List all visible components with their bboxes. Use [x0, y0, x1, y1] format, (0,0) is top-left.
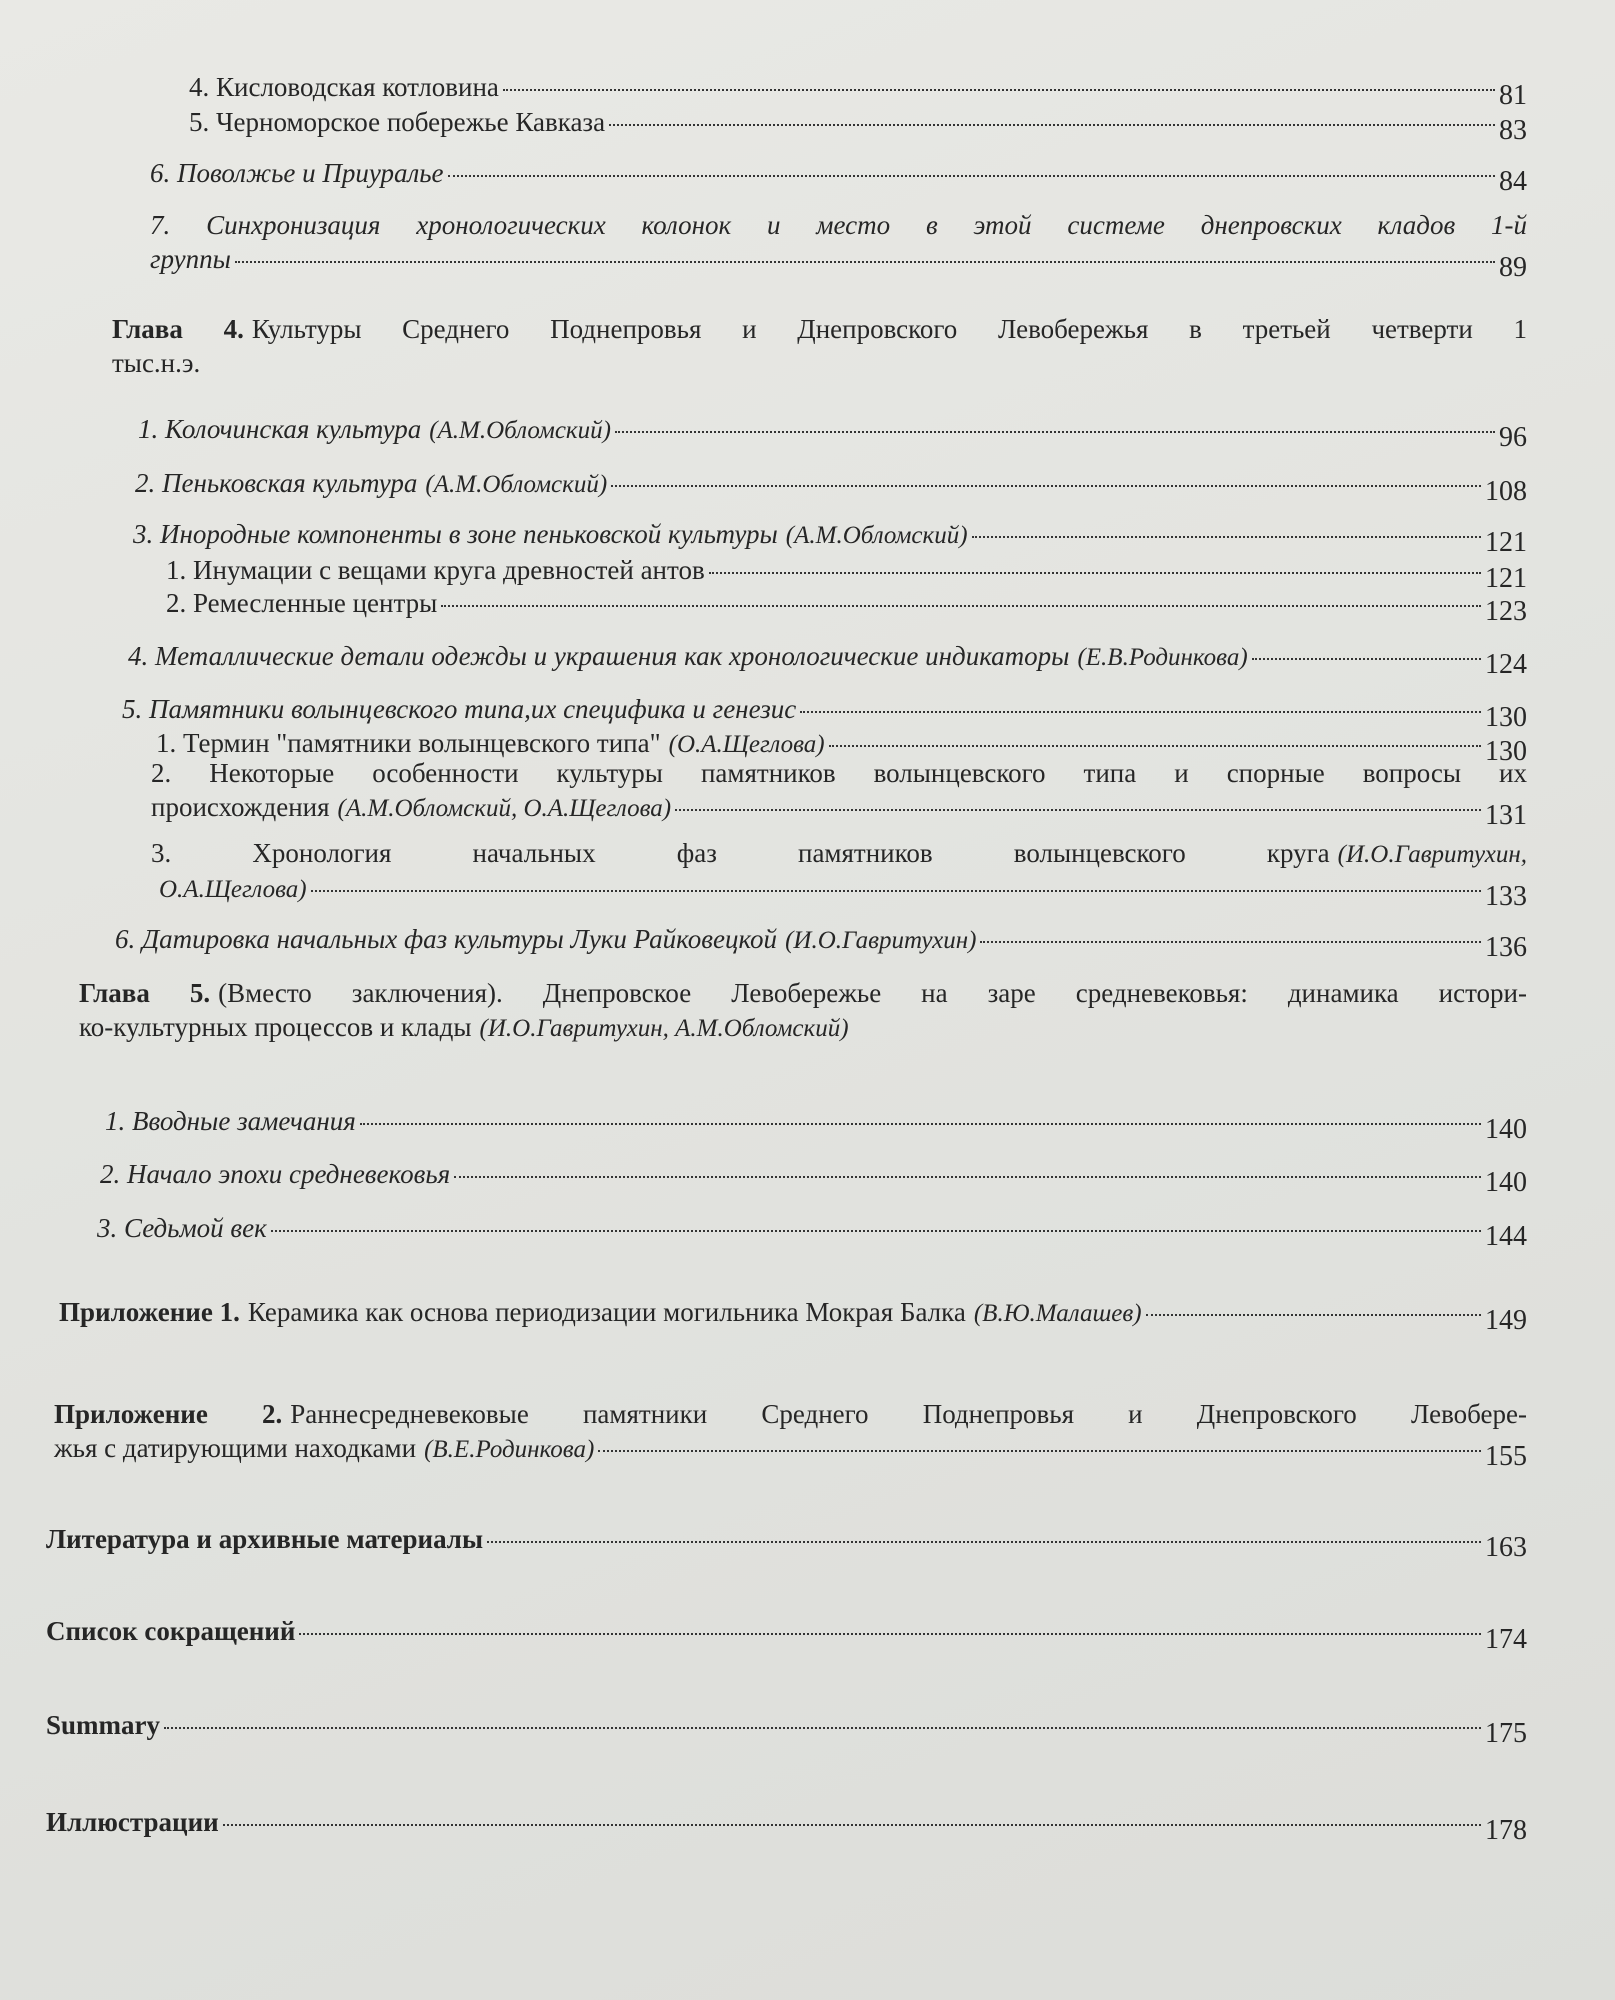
- toc-entry-line: [59, 1295, 1527, 1336]
- toc-entry[interactable]: [46, 1805, 1527, 1846]
- entry-author: (В.Ю.Малашев): [973, 1300, 1142, 1327]
- entry-title-line: Культуры Среднего Поднепровья и Днепровского Левобережья в третьей четверти 1: [251, 314, 1527, 344]
- dot-leader: [829, 745, 1481, 747]
- entry-title: Список сокращений: [46, 1616, 296, 1646]
- dot-leader: [223, 1824, 1481, 1826]
- toc-entry[interactable]: [166, 586, 1527, 627]
- entry-heading: Приложение 2.: [54, 1399, 283, 1429]
- entry-author: (А.М.Обломский): [785, 522, 968, 549]
- dot-leader: [980, 941, 1481, 943]
- toc-entry[interactable]: [189, 105, 1527, 146]
- page-number: 155: [1485, 1441, 1527, 1472]
- page-number: 140: [1485, 1167, 1527, 1198]
- dot-leader: [441, 605, 1481, 607]
- entry-title: жья с датирующими находками: [54, 1433, 417, 1463]
- dot-leader: [1146, 1314, 1481, 1316]
- entry-author: (О.А.Щеглова): [668, 731, 825, 758]
- toc-entry-line: [79, 1010, 1527, 1046]
- toc-entry[interactable]: [133, 517, 1527, 558]
- toc-entry-line: [79, 976, 1527, 1010]
- toc-entry-line: [150, 156, 1527, 197]
- entry-author: (И.О.Гавритухин,: [1337, 841, 1527, 868]
- page-number: 178: [1485, 1815, 1527, 1846]
- entry-title: 6. Датировка начальных фаз культуры Луки Райковецкой: [115, 924, 778, 954]
- dot-leader: [164, 1727, 1481, 1729]
- toc-entry-line: [112, 312, 1527, 346]
- dot-leader: [311, 890, 1481, 892]
- toc-entry[interactable]: [100, 1157, 1527, 1198]
- dot-leader: [299, 1633, 1481, 1635]
- page-number: 131: [1485, 800, 1527, 831]
- entry-title: 2. Ремесленные центры: [166, 588, 438, 618]
- toc-entry-line: [151, 872, 1527, 912]
- toc-entry-line: [46, 1614, 1527, 1655]
- dot-leader: [448, 175, 1495, 177]
- entry-title: 4. Металлические детали одежды и украшения как хронологические индикаторы: [128, 641, 1070, 671]
- dot-leader: [360, 1123, 1481, 1125]
- toc-entry[interactable]: [115, 922, 1527, 963]
- page-number: 136: [1485, 932, 1527, 963]
- toc-entry[interactable]: [59, 1295, 1527, 1336]
- entry-author: (И.О.Гавритухин, А.М.Обломский): [479, 1015, 849, 1042]
- entry-title: 1. Инумации с вещами круга древностей антов: [166, 555, 705, 585]
- toc-entry-line: [97, 1211, 1527, 1252]
- toc-entry-line: [122, 692, 1527, 733]
- entry-title: тыс.н.э.: [112, 348, 201, 378]
- page-number: 130: [1485, 702, 1527, 733]
- entry-title-line: (Вместо заключения). Днепровское Левобережье на заре средневековья: динамика истори-: [218, 978, 1527, 1008]
- toc-entry[interactable]: [122, 692, 1527, 733]
- page-number: 124: [1485, 649, 1527, 680]
- toc-entry-line: [112, 346, 1527, 380]
- toc-entry-line: [46, 1522, 1527, 1563]
- entry-title: 1. Вводные замечания: [105, 1106, 356, 1136]
- page-number: 130: [1485, 736, 1527, 767]
- page-number: 123: [1485, 596, 1527, 627]
- toc-entry[interactable]: [151, 756, 1527, 831]
- toc-entry[interactable]: [166, 553, 1527, 594]
- chapter-heading: [79, 976, 1527, 1046]
- entry-author: (А.М.Обломский): [429, 417, 611, 444]
- dot-leader: [503, 89, 1495, 91]
- entry-title: группы: [150, 244, 231, 274]
- dot-leader: [972, 536, 1481, 538]
- toc-entry-line: [150, 208, 1527, 242]
- toc-entry-line: [46, 1708, 1527, 1749]
- page-number: 83: [1499, 115, 1527, 146]
- page-number: 84: [1499, 166, 1527, 197]
- entry-author: (А.М.Обломский): [425, 471, 608, 498]
- entry-title: 5. Черноморское побережье Кавказа: [189, 107, 606, 137]
- toc-entry[interactable]: [135, 466, 1527, 507]
- dot-leader: [709, 572, 1481, 574]
- chapter-heading: [112, 312, 1527, 380]
- dot-leader: [609, 124, 1495, 126]
- entry-title-line: Раннесредневековые памятники Среднего Поднепровья и Днепровского Левобере-: [290, 1399, 1527, 1429]
- dot-leader: [675, 809, 1481, 811]
- page-number: 89: [1499, 252, 1527, 283]
- chapter-label: Глава 5.: [79, 978, 211, 1008]
- dot-leader: [1252, 658, 1481, 660]
- dot-leader: [800, 711, 1481, 713]
- page-number: 149: [1485, 1305, 1527, 1336]
- chapter-label: Глава 4.: [112, 314, 244, 344]
- toc-entry[interactable]: [54, 1397, 1527, 1472]
- toc-entry-line: [150, 242, 1527, 283]
- entry-author: (В.Е.Родинкова): [424, 1436, 595, 1463]
- toc-entry-line: [54, 1397, 1527, 1431]
- entry-title: 3. Седьмой век: [97, 1213, 267, 1243]
- entry-title: 6. Поволжье и Приуралье: [150, 158, 444, 188]
- entry-author: (И.О.Гавритухин): [785, 927, 977, 954]
- page-number: 108: [1485, 476, 1527, 507]
- toc-entry[interactable]: [189, 70, 1527, 111]
- dot-leader: [271, 1230, 1481, 1232]
- page-number: 174: [1485, 1624, 1527, 1655]
- toc-entry[interactable]: [128, 639, 1527, 680]
- entry-author: (Е.В.Родинкова): [1077, 644, 1248, 671]
- entry-title: 1. Колочинская культура: [138, 414, 422, 444]
- entry-title: 2. Начало эпохи средневековья: [100, 1159, 451, 1189]
- dot-leader: [487, 1541, 1481, 1543]
- toc-entry-line: [151, 790, 1527, 831]
- entry-title: Иллюстрации: [46, 1807, 219, 1837]
- toc-entry[interactable]: [46, 1614, 1527, 1655]
- dot-leader: [235, 261, 1495, 263]
- toc-entry-line: [135, 466, 1527, 507]
- entry-author: (А.М.Обломский, О.А.Щеглова): [337, 795, 672, 822]
- dot-leader: [615, 431, 1495, 433]
- entry-title-line: 7. Синхронизация хронологических колонок и место в этой системе днепровских кладов 1-й: [150, 210, 1527, 240]
- page-number: 121: [1485, 527, 1527, 558]
- toc-entry[interactable]: [151, 836, 1527, 912]
- entry-title: 1. Термин "памятники волынцевского типа": [156, 728, 661, 758]
- page-number: 175: [1485, 1718, 1527, 1749]
- entry-title: 3. Инородные компоненты в зоне пеньковской культуры: [133, 519, 778, 549]
- toc-entry-line: [166, 586, 1527, 627]
- toc-entry-line: [115, 922, 1527, 963]
- entry-title: ко-культурных процессов и клады: [79, 1012, 472, 1042]
- entry-title: Summary: [46, 1710, 160, 1740]
- toc-entry[interactable]: [150, 156, 1527, 197]
- entry-title-line: 2. Некоторые особенности культуры памятников волынцевского типа и спорные вопросы их: [151, 758, 1527, 788]
- page-number: 163: [1485, 1532, 1527, 1563]
- toc-entry-line: [133, 517, 1527, 558]
- entry-heading: Приложение 1.: [59, 1297, 240, 1327]
- dot-leader: [454, 1176, 1481, 1178]
- entry-title: 5. Памятники волынцевского типа,их специфика и генезис: [122, 694, 797, 724]
- toc-entry[interactable]: [105, 1104, 1527, 1145]
- page-number: 96: [1499, 422, 1527, 453]
- toc-entry[interactable]: [46, 1708, 1527, 1749]
- toc-entry[interactable]: [138, 412, 1527, 453]
- entry-title: Керамика как основа периодизации могильника Мокрая Балка: [247, 1297, 966, 1327]
- page-number: 121: [1485, 563, 1527, 594]
- page-number: 81: [1499, 80, 1527, 111]
- entry-title: 4. Кисловодская котловина: [189, 72, 499, 102]
- entry-title: происхождения: [151, 792, 330, 822]
- entry-title: Литература и архивные материалы: [46, 1524, 484, 1554]
- toc-entry-line: [128, 639, 1527, 680]
- dot-leader: [598, 1450, 1481, 1452]
- dot-leader: [611, 485, 1481, 487]
- toc-entry-line: [189, 105, 1527, 146]
- toc-entry-line: [166, 553, 1527, 594]
- page-number: 140: [1485, 1114, 1527, 1145]
- toc-entry-line: [46, 1805, 1527, 1846]
- toc-entry-line: [189, 70, 1527, 111]
- toc-entry-line: [105, 1104, 1527, 1145]
- toc-entry[interactable]: [150, 208, 1527, 283]
- toc-entry[interactable]: [46, 1522, 1527, 1563]
- page-number: 144: [1485, 1221, 1527, 1252]
- page-number: 133: [1485, 881, 1527, 912]
- toc-entry-line: [138, 412, 1527, 453]
- entry-author: О.А.Щеглова): [159, 876, 307, 903]
- toc-entry-line: [151, 756, 1527, 790]
- entry-title: 2. Пеньковская культура: [135, 468, 418, 498]
- toc-entry-line: [54, 1431, 1527, 1472]
- toc-entry-line: [100, 1157, 1527, 1198]
- toc-entry-line: [151, 836, 1527, 872]
- entry-title-line: 3. Хронология начальных фаз памятников волынцевского круга: [151, 838, 1330, 868]
- toc-entry[interactable]: [97, 1211, 1527, 1252]
